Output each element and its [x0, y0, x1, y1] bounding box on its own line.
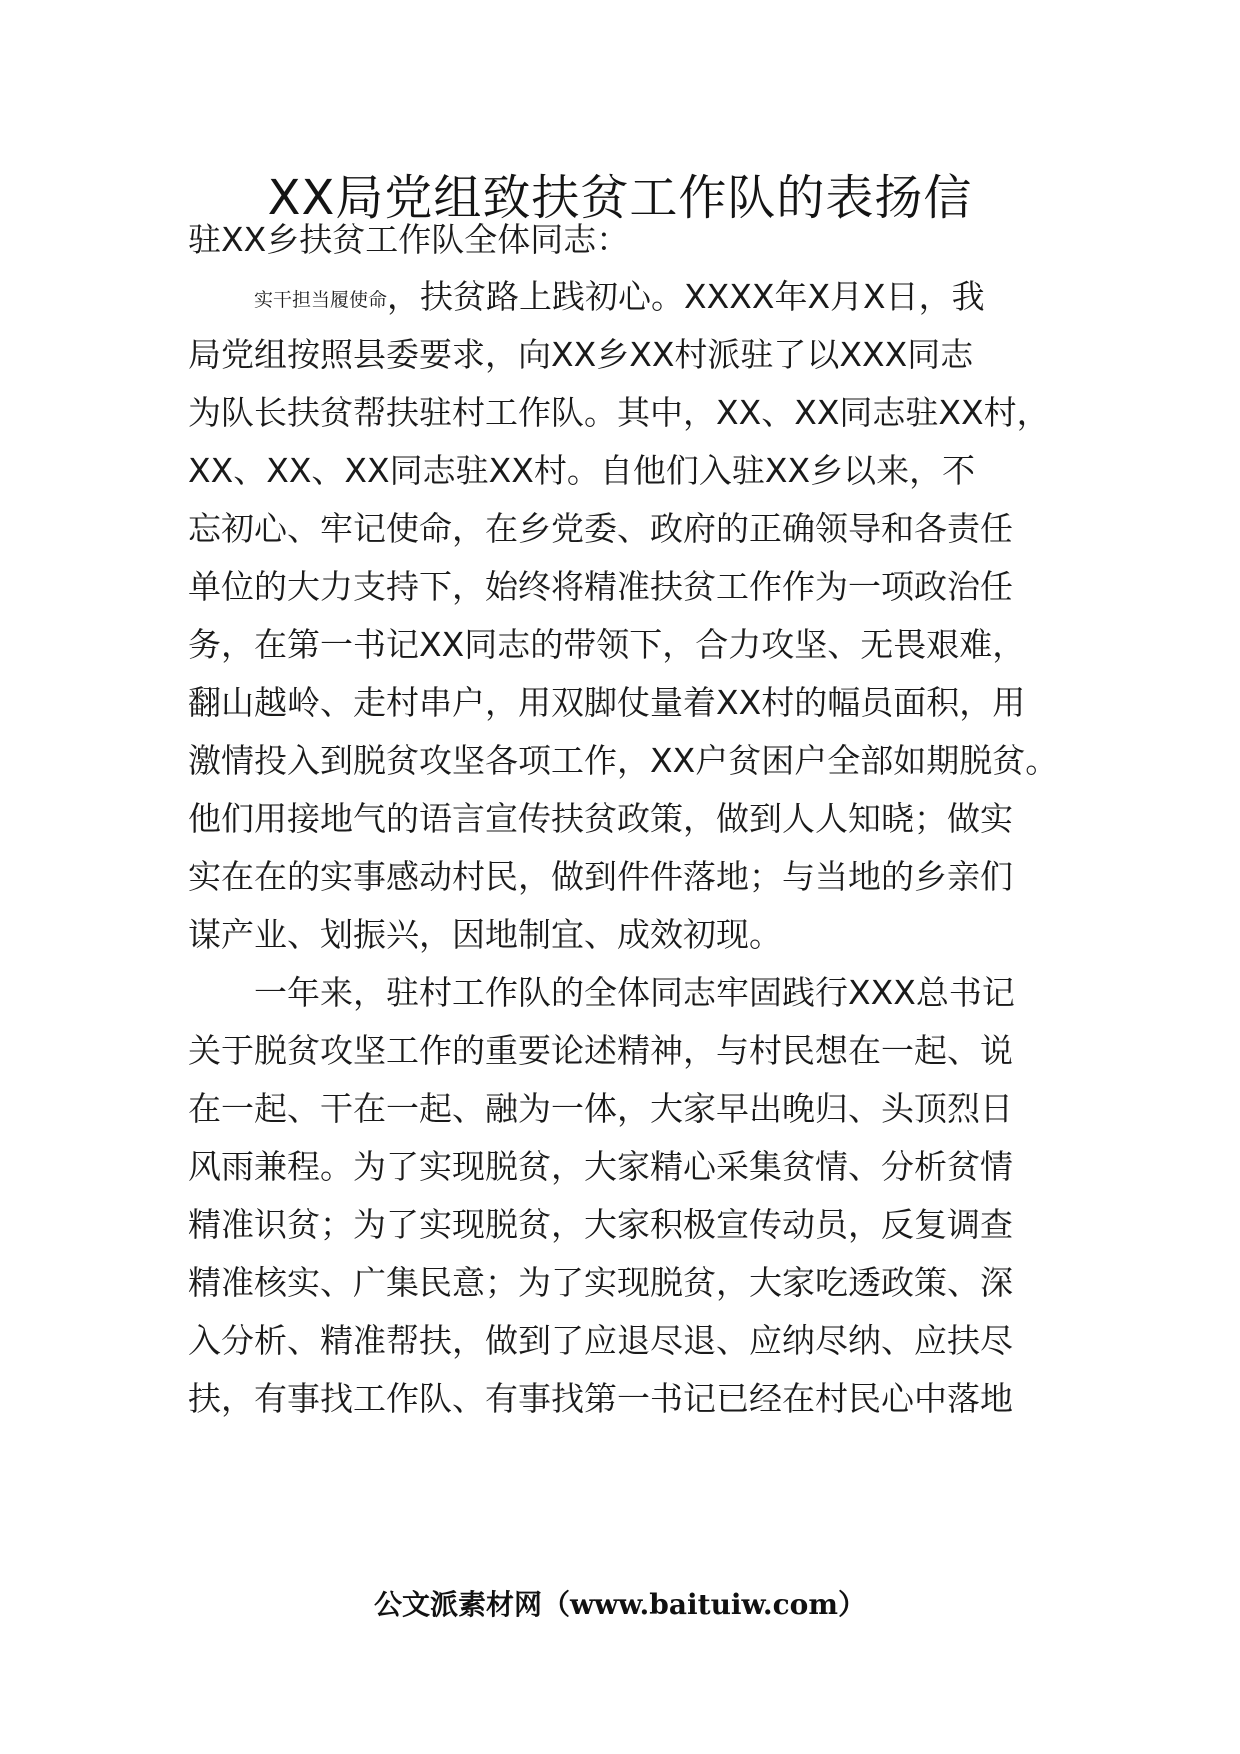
- paragraph-2-line: 入分析、精准帮扶，做到了应退尽退、应纳尽纳、应扶尽: [188, 1321, 1013, 1360]
- paragraph-1-lead-small: 实干担当履使命: [254, 289, 388, 311]
- paragraph-1-line: 单位的大力支持下，始终将精准扶贫工作作为一项政治任: [188, 567, 1013, 606]
- paragraph-1-line: 翻山越岭、走村串户，用双脚仗量着XX村的幅员面积，用: [188, 683, 1026, 722]
- paragraph-2-line: 精准识贫；为了实现脱贫，大家积极宣传动员，反复调查: [188, 1205, 1013, 1244]
- paragraph-2-line: 关于脱贫攻坚工作的重要论述精神，与村民想在一起、说: [188, 1031, 1013, 1070]
- paragraph-1-line: XX、XX、XX同志驻XX村。自他们入驻XX乡以来，不: [188, 451, 976, 490]
- paragraph-1-line: 谋产业、划振兴，因地制宜、成效初现。: [188, 915, 782, 954]
- paragraph-1-line: 忘初心、牢记使命，在乡党委、政府的正确领导和各责任: [188, 509, 1013, 548]
- paragraph-1-line: 局党组按照县委要求，向XX乡XX村派驻了以XXX同志: [188, 335, 974, 374]
- paragraph-1-first-line: [254, 265, 1054, 329]
- salutation: 驻XX乡扶贫工作队全体同志：: [188, 220, 630, 259]
- paragraph-1-line: 激情投入到脱贫攻坚各项工作，XX户贫困户全部如期脱贫。: [188, 741, 1059, 780]
- paragraph-1-line: 他们用接地气的语言宣传扶贫政策，做到人人知晓；做实: [188, 799, 1013, 838]
- paragraph-2-line: 风雨兼程。为了实现脱贫，大家精心采集贫情、分析贫情: [188, 1147, 1013, 1186]
- paragraph-2-line: 在一起、干在一起、融为一体，大家早出晚归、头顶烈日: [188, 1089, 1013, 1128]
- paragraph-1-line: 实在在的实事感动村民，做到件件落地；与当地的乡亲们: [188, 857, 1013, 896]
- document-title: XX局党组致扶贫工作队的表扬信: [267, 170, 973, 226]
- paragraph-2-line: 扶，有事找工作队、有事找第一书记已经在村民心中落地: [188, 1379, 1013, 1418]
- paragraph-1-line: 为队长扶贫帮扶驻村工作队。其中，XX、XX同志驻XX村，: [188, 393, 1050, 432]
- paragraph-1-line: 务，在第一书记XX同志的带领下，合力攻坚、无畏艰难，: [188, 625, 1026, 664]
- paragraph-2-first-line: 一年来，驻村工作队的全体同志牢固践行XXX总书记: [254, 973, 1015, 1012]
- footer-watermark: 公文派素材网（www.baituiw.com）: [374, 1588, 866, 1621]
- paragraph-1-lead-rest: ，扶贫路上践初心。XXXX年X月X日，我: [387, 277, 985, 316]
- paragraph-2-line: 精准核实、广集民意；为了实现脱贫，大家吃透政策、深: [188, 1263, 1013, 1302]
